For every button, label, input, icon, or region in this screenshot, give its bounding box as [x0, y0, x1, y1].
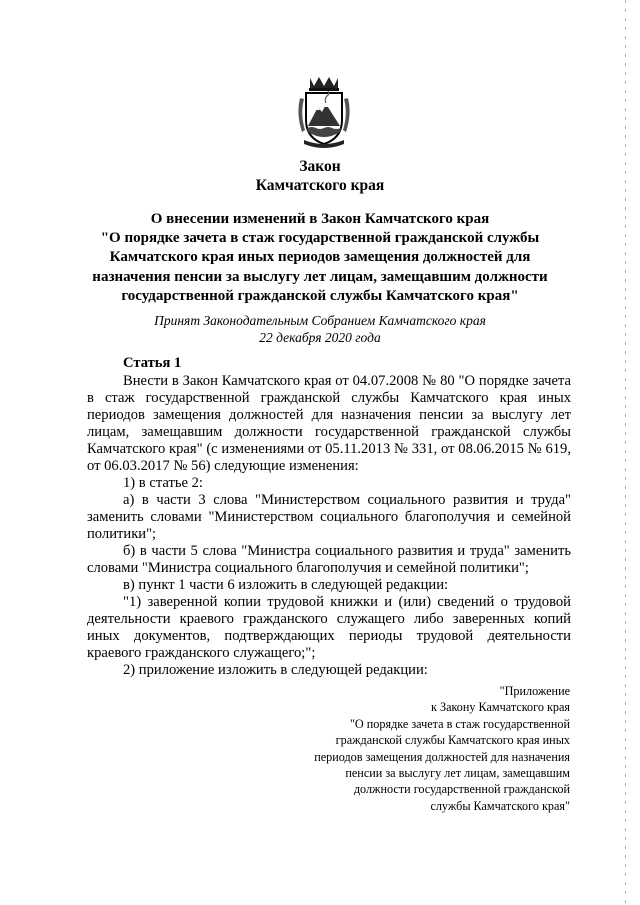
appendix-line: службы Камчатского края": [430, 798, 570, 813]
appendix-line: гражданской службы Камчатского края иных: [335, 733, 570, 748]
paragraph: 1) в статье 2:: [123, 475, 203, 491]
law-heading-line: назначения пенсии за выслугу лет лицам, замещавшим должности: [92, 268, 548, 285]
law-heading: [60, 210, 580, 306]
adoption-date: 22 декабря 2020 года: [259, 329, 381, 345]
law-heading-line: Камчатского края иных периодов замещения должностей для: [109, 249, 531, 266]
kamchatka-coat-of-arms-icon: [294, 74, 354, 148]
paragraph: "1) заверенной копии трудовой книжки и (или) сведений о трудовой деятельности краевого гражданского служащего либо заверенных копий иных документов, подтверждающих периоды трудовой деятельности краевого гражданского служащего;";: [87, 594, 571, 661]
paragraph: в) пункт 1 части 6 изложить в следующей редакции:: [123, 577, 449, 593]
paragraph: б) в части 5 слова "Министра социального развития и труда" заменить словами "Министра социального благополучия и семейной политики";: [87, 543, 571, 576]
law-heading-line: "О порядке зачета в стаж государственной гражданской службы: [100, 230, 540, 247]
adoption-note: [60, 313, 580, 346]
scan-edge-line: [625, 0, 626, 905]
law-region: Камчатского края: [255, 177, 385, 194]
paragraph: 2) приложение изложить в следующей редакции:: [123, 662, 428, 678]
appendix-line: периодов замещения должностей для назначения: [314, 749, 570, 764]
paragraph: а) в части 3 слова "Министерством социального развития и труда" заменить словами "Министерством социального благополучия и семейной политики";: [87, 492, 571, 542]
appendix-line: пенсии за выслугу лет лицам, замещавшим: [345, 766, 570, 781]
paragraph: Внести в Закон Камчатского края от 04.07.2008 № 80 "О порядке зачета в стаж государственной гражданской службы Камчатского края иных периодов замещения должностей для назначения пенсии за выслугу лет лицам, замещавшим должности государственной гражданской службы Камчатского края" (с изменениями от 05.11.2013 № 331, от 08.06.2015 № 619, от 06.03.2017 № 56) следующие изменения:: [87, 373, 571, 474]
law-body: [87, 355, 571, 679]
appendix-line: "Приложение: [499, 684, 570, 698]
article-title: Статья 1: [123, 355, 182, 371]
appendix-header: [290, 683, 570, 814]
adoption-body: Принят Законодательным Собранием Камчатского края: [154, 313, 486, 328]
appendix-line: "О порядке зачета в стаж государственной: [349, 716, 570, 731]
appendix-line: к Закону Камчатского края: [431, 700, 570, 715]
law-heading-line: О внесении изменений в Закон Камчатского края: [150, 211, 490, 227]
law-heading-line: государственной гражданской службы Камчатского края": [121, 287, 519, 304]
law-title: Закон: [299, 158, 341, 175]
appendix-line: должности государственной гражданской: [353, 782, 570, 797]
